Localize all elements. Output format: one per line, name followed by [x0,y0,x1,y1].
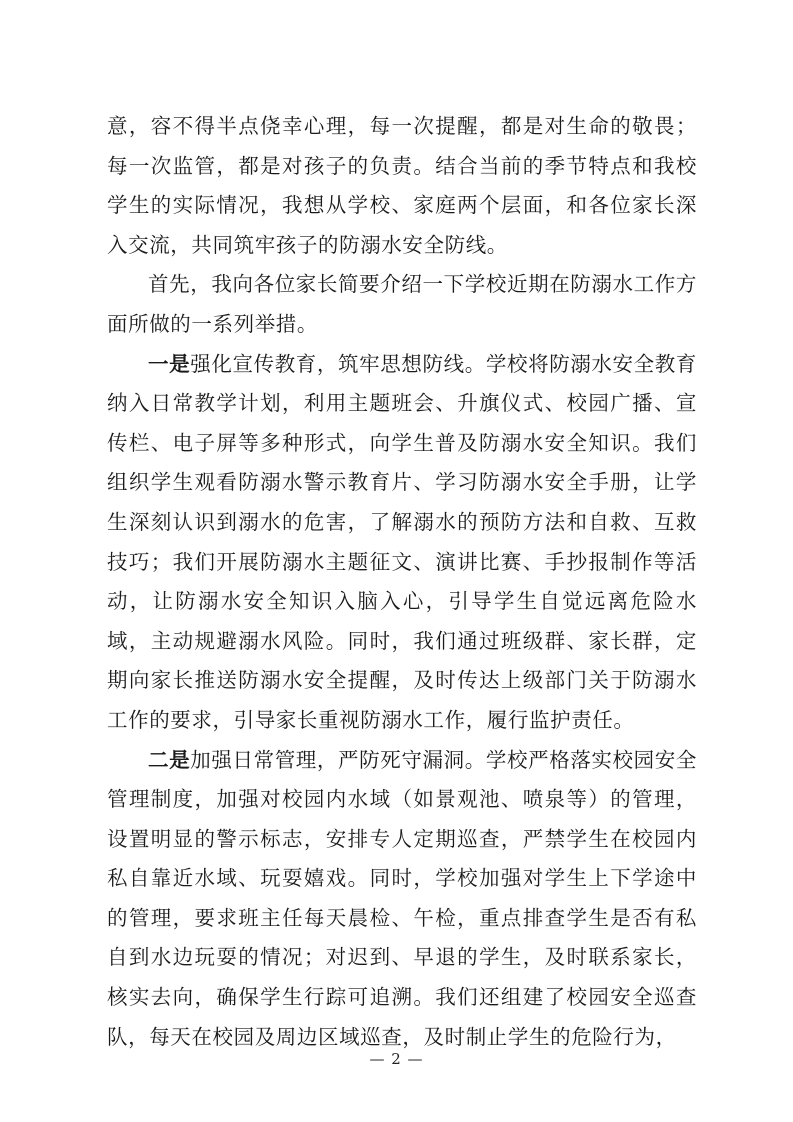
page-number: — 2 — [369,1050,424,1068]
paragraph-text: 首先，我向各位家长简要介绍一下学校近期在防溺水工作方面所做的一系列举措。 [107,272,697,336]
paragraph-lead: 一是 [148,351,191,376]
paragraph-intro [107,265,697,344]
paragraph-text: 强化宣传教育，筑牢思想防线。学校将防溺水安全教育纳入日常教学计划，利用主题班会、升旗仪式、校园广播、宣传栏、电子屏等多种形式，向学生普及防溺水安全知识。我们组织学生观看防溺水警示教育片、学习防溺水安全手册，让学生深刻认识到溺水的危害，了解溺水的预防方法和自救、互救技巧；我们开展防溺水主题征文、演讲比赛、手抄报制作等活动，让防溺水安全知识入脑入心，引导学生自觉远离危险水域，主动规避溺水风险。同时，我们通过班级群、家长群，定期向家长推送防溺水安全提醒，及时传达上级部门关于防溺水工作的要求，引导家长重视防溺水工作，履行监护责任。 [107,351,697,732]
paragraph-lead: 二是 [148,747,191,772]
paragraph-text: 加强日常管理，严防死守漏洞。学校严格落实校园安全管理制度，加强对校园内水域（如景观池、喷泉等）的管理，设置明显的警示标志，安排专人定期巡查，严禁学生在校园内私自靠近水域、玩耍嬉戏。同时，学校加强对学生上下学途中的管理，要求班主任每天晨检、午检，重点排查学生是否有私自到水边玩耍的情况；对迟到、早退的学生，及时联系家长，核实去向，确保学生行踪可追溯。我们还组建了校园安全巡查队，每天在校园及周边区域巡查，及时制止学生的危险行为， [107,747,697,1049]
paragraph-point-one [107,345,697,741]
document-body [107,107,697,1057]
paragraph-point-two [107,741,697,1058]
paragraph-text: 意，容不得半点侥幸心理，每一次提醒，都是对生命的敬畏；每一次监管，都是对孩子的负责。结合当前的季节特点和我校学生的实际情况，我想从学校、家庭两个层面，和各位家长深入交流，共同筑牢孩子的防溺水安全防线。 [107,114,697,257]
paragraph-continuation [107,107,697,265]
